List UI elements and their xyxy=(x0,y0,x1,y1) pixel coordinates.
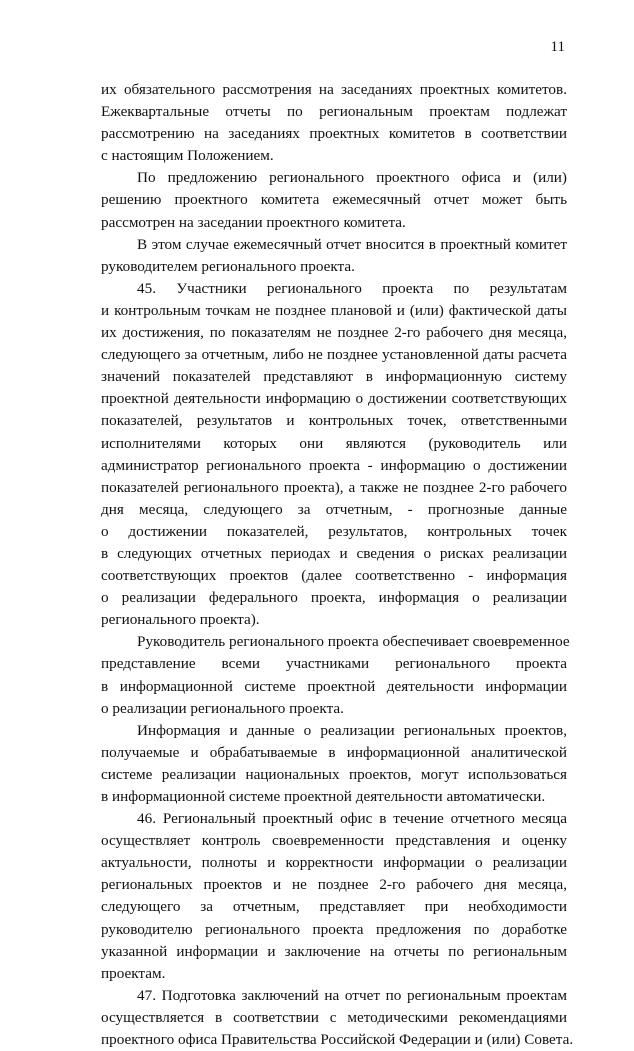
text-line: о реализации регионального проекта. xyxy=(101,699,344,717)
text-line: исполнителями которых они являются (руководитель или xyxy=(101,434,567,452)
text-line: 47. Подготовка заключений на отчет по региональным проектам xyxy=(137,986,567,1004)
text-line: региональных проектов и не позднее 2-го рабочего дня месяца, xyxy=(101,876,567,894)
text-line: 45. Участники регионального проекта по результатам xyxy=(137,279,567,297)
text-line: в информационной системе проектной деятельности информации xyxy=(101,677,567,695)
text-line: их достижения, по показателям не позднее 2-го рабочего дня месяца, xyxy=(101,324,567,342)
text-line: дня месяца, следующего за отчетным, - прогнозные данные xyxy=(101,500,567,518)
paragraph-p1 xyxy=(101,79,567,167)
text-line: получаемые и обрабатываемые в информационной аналитической xyxy=(101,743,567,761)
text-line: показателей, результатов и контрольных точек, ответственными xyxy=(101,412,567,430)
paragraph-p46 xyxy=(101,808,567,985)
text-line: Руководитель регионального проекта обеспечивает своевременное xyxy=(137,633,570,651)
paragraph-p2 xyxy=(101,167,567,233)
text-line: рассмотрению на заседаниях проектных комитетов в соответствии xyxy=(101,125,567,143)
text-line: рассмотрен на заседании проектного комитета. xyxy=(101,213,406,231)
text-line: проектам. xyxy=(101,964,166,982)
text-line: Информация и данные о реализации региональных проектов, xyxy=(137,721,567,739)
text-line: актуальности, полноты и корректности информации о реализации xyxy=(101,854,567,872)
paragraph-p45c xyxy=(101,720,567,808)
text-line: значений показателей представляют в информационную систему xyxy=(101,368,567,386)
text-line: регионального проекта). xyxy=(101,611,260,629)
text-line: руководителем регионального проекта. xyxy=(101,257,355,275)
text-line: В этом случае ежемесячный отчет вносится в проектный комитет xyxy=(137,235,567,253)
text-line: о достижении показателей, результатов, контрольных точек xyxy=(101,522,567,540)
document-body xyxy=(101,79,574,1051)
text-line: в информационной системе проектной деятельности автоматически. xyxy=(101,788,546,805)
paragraph-p45b xyxy=(101,631,570,719)
text-line: о реализации федерального проекта, информация о реализации xyxy=(101,589,567,607)
text-line: показателей регионального проекта), а также не позднее 2-го рабочего xyxy=(101,478,567,496)
text-line: осуществляет контроль своевременности представления и оценку xyxy=(101,832,567,850)
paragraph-p3 xyxy=(101,234,567,278)
text-line: 46. Региональный проектный офис в течение отчетного месяца xyxy=(137,810,567,828)
text-line: системе реализации национальных проектов, могут использоваться xyxy=(101,765,567,783)
text-line: в следующих отчетных периодах и сведения о рисках реализации xyxy=(101,544,567,562)
text-line: их обязательного рассмотрения на заседаниях проектных комитетов. xyxy=(101,81,567,98)
page-number: 11 xyxy=(550,39,565,55)
text-line: представление всеми участниками регионального проекта xyxy=(101,655,567,673)
text-line: осуществляется в соответствии с методическими рекомендациями xyxy=(101,1008,567,1026)
text-line: и контрольным точкам не позднее плановой и (или) фактической даты xyxy=(101,301,567,319)
text-line: По предложению регионального проектного офиса и (или) xyxy=(137,169,567,187)
paragraph-p45 xyxy=(101,278,567,632)
paragraph-p47 xyxy=(101,985,574,1051)
text-line: следующего за отчетным, либо не позднее установленной даты расчета xyxy=(101,346,567,364)
text-line: решению проектного комитета ежемесячный отчет может быть xyxy=(101,191,567,209)
text-line: проектного офиса Правительства Российской Федерации и (или) Совета. xyxy=(101,1031,574,1049)
text-line: Ежеквартальные отчеты по региональным проектам подлежат xyxy=(101,103,567,121)
text-line: указанной информации и заключение на отчеты по региональным xyxy=(101,942,567,960)
text-line: руководителю регионального проекта предложения по доработке xyxy=(101,920,567,938)
text-line: администратор регионального проекта - информацию о достижении xyxy=(101,456,567,474)
text-line: с настоящим Положением. xyxy=(101,147,274,165)
text-line: проектной деятельности информацию о достижении соответствующих xyxy=(101,390,567,408)
text-line: соответствующих проектов (далее соответственно - информация xyxy=(101,567,567,585)
text-line: следующего за отчетным, представляет при необходимости xyxy=(101,898,567,916)
